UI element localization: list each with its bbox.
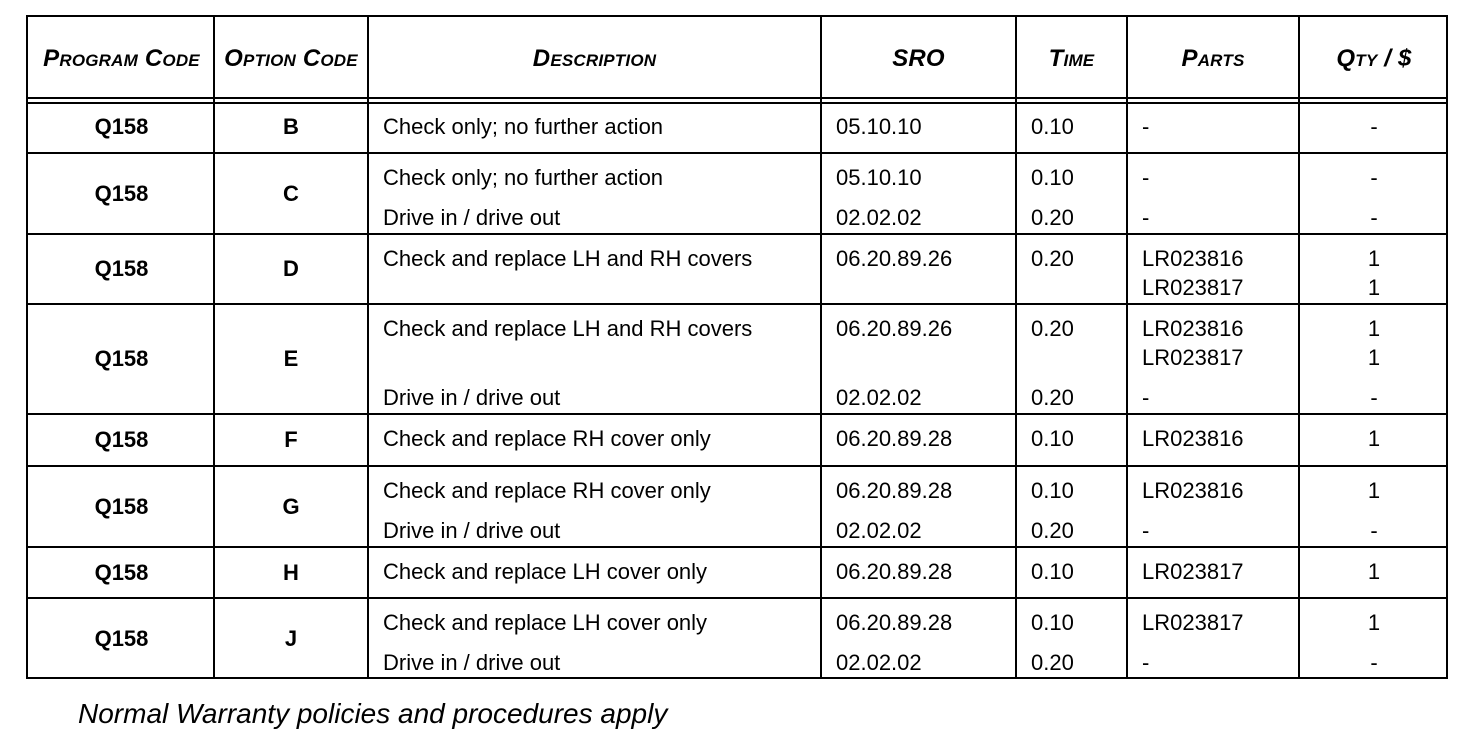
header-description: Description [532,45,657,72]
footer-note: Normal Warranty policies and procedures apply [78,698,668,729]
parts-cell: LR023816 [1142,316,1244,341]
program-code-cell: Q158 [94,180,149,206]
qty-cell: 1 [1367,559,1381,584]
column-divider [1126,17,1128,677]
option-code-cell: H [283,559,299,585]
qty-cell: - [1370,518,1378,543]
parts-cell: - [1142,518,1150,543]
program-code-cell: Q158 [94,256,149,281]
parts-cell: - [1142,165,1150,190]
parts-cell: LR023816 [1142,426,1244,451]
sro-cell: 06.20.89.28 [836,478,953,503]
sro-cell: 02.02.02 [836,385,922,410]
sro-cell: 02.02.02 [836,650,922,675]
sro-cell: 02.02.02 [836,205,922,230]
header-program-code: Program Code [43,45,200,72]
parts-cell: LR023816 [1142,478,1244,503]
description-cell: Check and replace RH cover only [383,426,711,451]
option-code-cell: D [283,256,299,281]
description-cell: Drive in / drive out [383,518,561,543]
qty-cell: - [1370,650,1378,675]
qty-cell: - [1370,385,1378,410]
sro-cell: 06.20.89.26 [836,316,953,341]
parts-cell: LR023817 [1142,345,1244,370]
time-cell: 0.10 [1031,426,1074,451]
qty-cell: 1 [1367,316,1381,341]
qty-cell: 1 [1367,246,1381,271]
sro-cell: 06.20.89.28 [836,559,953,584]
description-cell: Check and replace RH cover only [383,478,711,503]
description-cell: Check and replace LH cover only [383,610,708,635]
description-cell: Drive in / drive out [383,205,561,230]
program-code-cell: Q158 [94,346,149,371]
parts-cell: LR023817 [1142,275,1244,300]
sro-cell: 06.20.89.28 [836,426,953,451]
parts-cell: LR023817 [1142,610,1244,635]
parts-cell: - [1142,114,1150,139]
option-code-cell: F [284,427,298,452]
time-cell: 0.20 [1031,205,1074,230]
qty-cell: 1 [1367,610,1381,635]
description-cell: Check and replace LH cover only [383,559,708,584]
time-cell: 0.20 [1031,518,1074,543]
parts-cell: - [1142,650,1150,675]
qty-cell: - [1370,165,1378,190]
qty-cell: 1 [1367,478,1381,503]
parts-cell: - [1142,205,1150,230]
sro-cell: 05.10.10 [836,114,922,139]
option-code-cell: G [282,493,300,519]
warranty-options-table [26,15,1448,679]
sro-cell: 02.02.02 [836,518,922,543]
qty-cell: 1 [1367,426,1381,451]
option-code-cell: B [283,114,299,139]
time-cell: 0.20 [1031,650,1074,675]
qty-cell: - [1370,205,1378,230]
header-option-code: Option Code [224,45,358,72]
parts-cell: LR023816 [1142,246,1244,271]
option-code-cell: J [284,626,298,651]
program-code-cell: Q158 [94,626,149,651]
qty-cell: - [1370,114,1378,139]
description-cell: Check only; no further action [383,114,664,139]
time-cell: 0.20 [1031,385,1074,410]
time-cell: 0.10 [1031,165,1074,190]
qty-cell: 1 [1367,345,1381,370]
time-cell: 0.10 [1031,114,1074,139]
description-cell: Drive in / drive out [383,650,561,675]
time-cell: 0.20 [1031,316,1074,341]
parts-cell: - [1142,385,1150,410]
column-divider [1015,17,1017,677]
qty-cell: 1 [1367,275,1381,300]
time-cell: 0.10 [1031,610,1074,635]
header-time: Time [1048,45,1095,72]
sro-cell: 05.10.10 [836,165,922,190]
sro-cell: 06.20.89.26 [836,246,953,271]
header-parts: Parts [1181,45,1245,72]
time-cell: 0.10 [1031,559,1074,584]
sro-cell: 06.20.89.28 [836,610,953,635]
description-cell: Check only; no further action [383,165,664,190]
program-code-cell: Q158 [94,427,149,452]
program-code-cell: Q158 [94,559,149,585]
parts-cell: LR023817 [1142,559,1244,584]
header-qty: Qty / $ [1336,45,1412,72]
time-cell: 0.20 [1031,246,1074,271]
description-cell: Check and replace LH and RH covers [383,316,753,341]
time-cell: 0.10 [1031,478,1074,503]
program-code-cell: Q158 [94,493,149,519]
description-cell: Drive in / drive out [383,385,561,410]
column-divider [367,17,369,677]
option-code-cell: C [283,180,299,206]
option-code-cell: E [283,346,299,371]
description-cell: Check and replace LH and RH covers [383,246,753,271]
header-sro: SRO [892,45,945,72]
column-divider [820,17,822,677]
program-code-cell: Q158 [94,114,149,139]
